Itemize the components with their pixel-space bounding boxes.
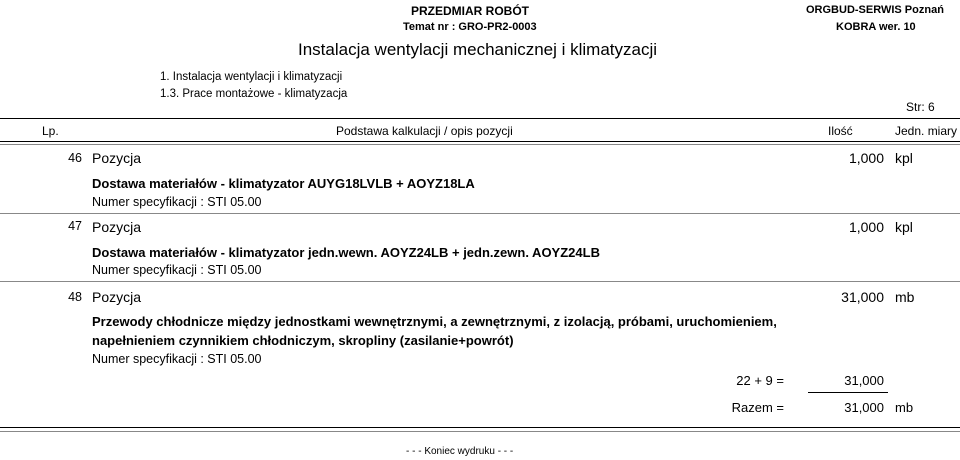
item-unit: kpl xyxy=(895,150,913,166)
end-of-print: - - - Koniec wydruku - - - xyxy=(406,446,514,457)
item-lp: 46 xyxy=(68,151,82,165)
table-bottom-rule-2 xyxy=(0,431,960,432)
subject-number: Temat nr : GRO-PR2-0003 xyxy=(403,21,537,33)
item-label: Pozycja xyxy=(92,219,142,235)
breadcrumb-level1: 1. Instalacja wentylacji i klimatyzacji xyxy=(160,71,343,83)
item-lp: 48 xyxy=(68,290,82,304)
table-top-rule xyxy=(0,118,960,119)
table-bottom-rule xyxy=(0,427,960,428)
item-unit: kpl xyxy=(895,219,913,235)
table-header-rule-2 xyxy=(0,144,960,145)
item-label: Pozycja xyxy=(92,150,142,166)
item-label: Pozycja xyxy=(92,289,142,305)
item-description: Przewody chłodnicze między jednostkami wewnętrznymi, a zewnętrznymi, z izolacją, próbami, uruchomieniem, xyxy=(92,314,777,329)
column-unit: Jedn. miary xyxy=(895,124,958,138)
row-separator xyxy=(0,281,960,282)
program-version: KOBRA wer. 10 xyxy=(836,21,916,33)
item-spec: Numer specyfikacji : STI 05.00 xyxy=(92,263,262,277)
item-description: Dostawa materiałów - klimatyzator jedn.wewn. AOYZ24LB + jedn.zewn. AOYZ24LB xyxy=(92,245,600,260)
company-name: ORGBUD-SERWIS Poznań xyxy=(806,4,944,16)
section-title: Instalacja wentylacji mechanicznej i klimatyzacji xyxy=(298,40,658,59)
breadcrumb-level2: 1.3. Prace montażowe - klimatyzacja xyxy=(160,88,348,100)
item-unit: mb xyxy=(895,289,915,305)
calc-underline xyxy=(808,392,888,393)
total-label: Razem = xyxy=(731,400,784,415)
item-qty: 31,000 xyxy=(841,289,884,305)
total-unit: mb xyxy=(895,400,914,415)
item-qty: 1,000 xyxy=(848,219,884,235)
calc-value: 31,000 xyxy=(844,373,884,388)
row-separator xyxy=(0,213,960,214)
table-header-rule xyxy=(0,141,960,142)
column-lp: Lp. xyxy=(42,124,59,138)
page-number: Str: 6 xyxy=(906,100,935,114)
column-qty: Ilość xyxy=(828,124,853,138)
item-spec: Numer specyfikacji : STI 05.00 xyxy=(92,195,262,209)
item-description-cont: napełnieniem czynnikiem chłodniczym, skropliny (zasilanie+powrót) xyxy=(92,333,514,348)
calc-expression: 22 + 9 = xyxy=(736,373,784,388)
column-basis: Podstawa kalkulacji / opis pozycji xyxy=(336,124,513,138)
report-title: PRZEDMIAR ROBÓT xyxy=(411,4,529,18)
item-qty: 1,000 xyxy=(848,150,884,166)
item-description: Dostawa materiałów - klimatyzator AUYG18LVLB + AOYZ18LA xyxy=(92,176,475,191)
item-lp: 47 xyxy=(68,219,82,233)
total-value: 31,000 xyxy=(844,400,884,415)
item-spec: Numer specyfikacji : STI 05.00 xyxy=(92,352,262,366)
